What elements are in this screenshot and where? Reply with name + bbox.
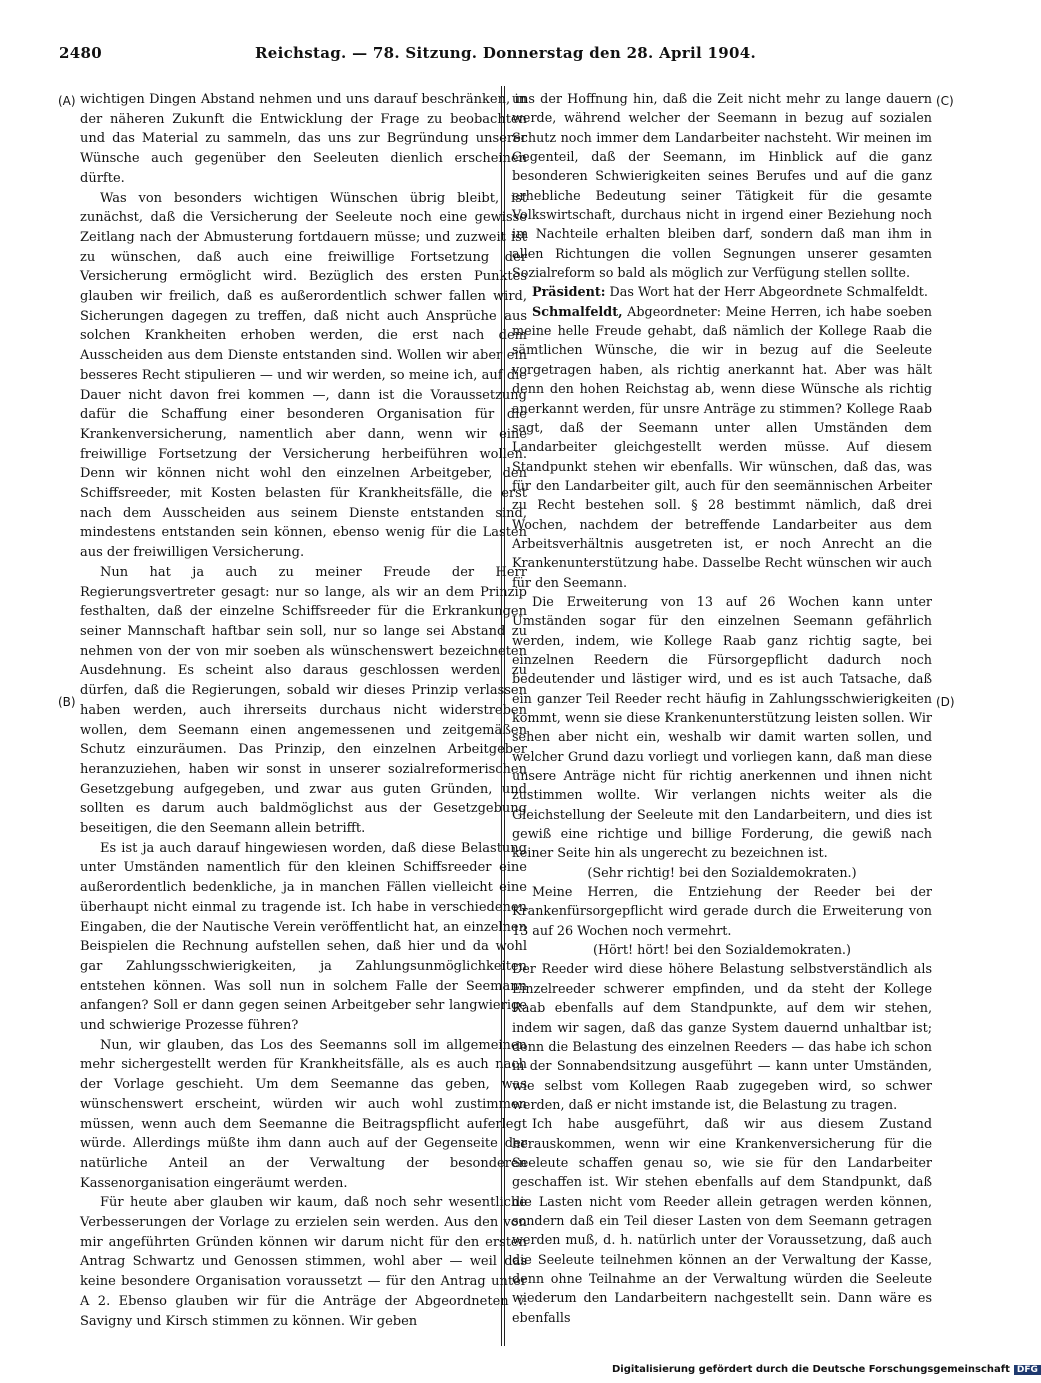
paragraph: Was von besonders wichtigen Wünschen übrig bleibt, ist zunächst, daß die Versicherung der Seeleute noch eine gewisse Zeitlang nach der Abmusterung fortdauern müsse; und zuzweit ist zu wünschen, daß auch eine freiwillige Fortsetzung der Versicherung ermöglicht wird. Bezüglich des ersten Punktes glauben wir freilich, daß es außerordentlich schwer fallen wird, Sicherungen dagegen zu treffen, daß nicht auch Ansprüche aus solchen Krankheiten erhoben werden, die erst nach dem Ausscheiden aus dem Dienste entstanden sind. Wollen wir aber ein besseres Recht stipulieren — und wir werden, so meine ich, auf die Dauer nicht davon frei kommen —, dann ist die Voraussetzung dafür die Schaffung einer besonderen Organisation für die Krankenversicherung, namentlich aber dann, wenn wir eine freiwillige Fortsetzung der Versicherung herbeiführen wollen. Denn wir können nicht wohl den einzelnen Arbeitgeber, den Schiffsreeder, mit Kosten belasten für Krankheitsfälle, die erst nach dem Ausscheiden aus seinem Dienste entstanden sind, mindestens entstanden sein können, ebenso wenig für die Lasten aus der freiwilligen Versicherung.: [80, 190, 527, 561]
paragraph: Der Reeder wird diese höhere Belastung selbstverständlich als Einzelreeder schwerer empfinden, und da steht der Kollege Raab ebenfalls auf dem Standpunkte, auf dem wir stehen, indem wir sagen, daß das ganze System dauernd unhaltbar ist; denn die Belastung des einzelnen Reeders — das habe ich schon in der Sonnabendsitzung ausgeführt — kann unter Umständen, wie selbst vom Kollegen Raab zugegeben wird, so schwer werden, daß er nicht imstande ist, die Belastung zu tragen.: [512, 962, 932, 1113]
running-title: Reichstag. — 78. Sitzung. Donnerstag den 28. April 1904.: [255, 44, 757, 62]
speaker-name: Präsident:: [532, 285, 606, 301]
paragraph: Die Erweiterung von 13 auf 26 Wochen kann unter Umständen sogar für den einzelnen Seemann gefährlich werden, indem, wie Kollege Raab ganz richtig sagte, bei einzelnen Reedern die Fürsorgepflicht dadurch noch bedeutender und lästiger wird, und es ist auch Tatsache, daß ein ganzer Teil Reeder recht häufig in Zahlungsschwierigkeiten kommt, wenn sie diese Krankenunterstützung leisten sollen. Wir sehen aber nicht ein, weshalb wir damit warten sollen, und welcher Grund dazu vorliegt und vorliegen kann, daß man diese unsere Anträge nicht für richtig anerkennen und ihnen nicht zustimmen wollte. Wir verlangen nichts weiter als die Gleichstellung der Seeleute mit den Landarbeitern, und dies ist gewiß eine richtige und billige Forderung, die gewiß nach keiner Seite hin als ungerecht zu bezeichnen ist.: [512, 594, 932, 862]
margin-marker-c: (C): [936, 94, 954, 108]
page-header: [59, 44, 757, 68]
paragraph: Ich habe ausgeführt, daß wir aus diesem Zustand herauskommen, wenn wir eine Krankenversicherung für die Seeleute schaffen genau so, wie sie für den Landarbeiter geschaffen ist. Wir stehen ebenfalls auf dem Standpunkt, daß die Lasten nicht vom Reeder allein getragen werden können, sondern daß ein Teil dieser Lasten von dem Seemann getragen werden muß, d. h. natürlich unter der Voraussetzung, daß auch die Seeleute teilnehmen können an der Verwaltung der Kasse, denn ohne Teilnahme an der Verwaltung würden die Seeleute wiederum den Landarbeitern nachgestellt sein. Dann wäre es ebenfalls: [512, 1117, 932, 1326]
paragraph: Es ist ja auch darauf hingewiesen worden, daß diese Belastung unter Umständen namentlich für den kleinen Schiffsreeder eine außerordentlich bedenkliche, ja in manchen Fällen vielleicht eine überhaupt nicht einmal zu tragende ist. Ich habe in verschiedenen Eingaben, die der Nautische Verein veröffentlicht hat, an einzelnen Beispielen die Rechnung aufstellen sehen, daß hier und da wohl gar Zahlungsschwierigkeiten, ja Zahlungsunmöglichkeiten entstehen können. Was soll nun in solchem Falle der Seemann anfangen? Soll er dann gegen seinen Arbeitgeber sehr langwierige und schwierige Prozesse führen?: [80, 840, 527, 1034]
margin-marker-d: (D): [936, 695, 955, 709]
footer-text: Digitalisierung gefördert durch die Deutsche Forschungsgemeinschaft: [612, 1364, 1010, 1375]
left-column: [80, 90, 527, 1331]
dfg-logo-icon: DFG: [1014, 1365, 1041, 1375]
page-number: 2480: [59, 44, 102, 62]
speaker-paragraph-schmalfeldt: [512, 303, 932, 593]
right-column: [512, 90, 932, 1328]
funding-footer: [612, 1364, 1041, 1375]
margin-marker-a: (A): [58, 94, 76, 108]
paragraph: uns der Hoffnung hin, daß die Zeit nicht mehr zu lange dauern werde, während welcher der Seemann in bezug auf sozialen Schutz noch immer dem Landarbeiter nachsteht. Wir meinen im Gegenteil, daß der Seemann, im Hinblick auf die ganz besonderen Schwierigkeiten seines Berufes und auf die ganz erhebliche Bedeutung seiner Tätigkeit für die gesamte Volkswirtschaft, durchaus nicht in irgend einer Beziehung noch im Nachteile erhalten bleiben darf, sondern daß man ihm in allen Richtungen die vollen Segnungen unserer gesamten Sozialreform so bald als möglich zur Verfügung stellen sollte.: [512, 92, 932, 282]
speaker-name: Schmalfeldt,: [532, 304, 623, 320]
paragraph: Für heute aber glauben wir kaum, daß noch sehr wesentliche Verbesserungen der Vorlage zu erzielen sein werden. Aus den von mir angeführten Gründen können wir darum nicht für den ersten Antrag Schwartz und Genossen stimmen, wohl aber — weil das keine besondere Organisation voraussetzt — für den Antrag unter A 2. Ebenso glauben wir für die Anträge der Abgeordneten v. Savigny und Kirsch stimmen zu können. Wir geben: [80, 1195, 527, 1329]
paragraph: Nun hat ja auch zu meiner Freude der Herr Regierungsvertreter gesagt: nur so lange, als wir an dem Prinzip festhalten, daß der einzelne Schiffsreeder für die Erkrankungen seiner Mannschaft haftbar sein soll, nur so lange sei Abstand zu nehmen von der von mir soeben als wünschenswert bezeichneten Ausdehnung. Es scheint also daraus geschlossen werden zu dürfen, daß die Regierungen, sobald wir dieses Prinzip verlassen haben werden, auch ihrerseits durchaus nicht widerstreben wollen, dem Seemann einen angemessenen und zeitgemäßen Schutz einzuräumen. Das Prinzip, den einzelnen Arbeitgeber heranzuziehen, haben wir sonst in unserer sozialreformerischen Gesetzgebung aufgegeben, und zwar aus guten Gründen, und sollten es darum auch baldmöglichst aus der Gesetzgebung beseitigen, die den Seemann allein betrifft.: [80, 564, 527, 837]
paragraph: Meine Herren, die Entziehung der Reeder bei der Krankenfürsorgepflicht wird gerade durch die Erweiterung von 13 auf 26 Wochen noch vermehrt.: [512, 885, 932, 939]
interjection: (Hört! hört! bei den Sozialdemokraten.): [593, 943, 851, 959]
paragraph: wichtigen Dingen Abstand nehmen und uns darauf beschränken, in der näheren Zukunft die Entwicklung der Frage zu beobachten und das Material zu sammeln, das uns zur Begründung unserer Wünsche auch gegenüber den Seeleuten dienlich erscheinen dürfte.: [80, 92, 527, 186]
margin-marker-b: (B): [58, 695, 76, 709]
paragraph: Nun, wir glauben, das Los des Seemanns soll im allgemeinen mehr sichergestellt werden für Krankheitsfälle, als es auch nach der Vorlage geschieht. Um dem Seemanne das geben, was wünschenswert erscheint, würden wir auch wohl zustimmen müssen, wenn auch dem Seemanne die Beitragspflicht auferlegt würde. Allerdings müßte ihm dann auch auf der Gegenseite der natürliche Anteil an der Verwaltung der besonderen Kassenorganisation eingeräumt werden.: [80, 1037, 527, 1191]
interjection: (Sehr richtig! bei den Sozialdemokraten.): [587, 865, 857, 881]
speech-text: Das Wort hat der Herr Abgeordnete Schmalfeldt.: [605, 285, 928, 301]
speaker-paragraph-president: [512, 283, 932, 302]
speech-text: Abgeordneter: Meine Herren, ich habe soeben meine helle Freude gehabt, daß nämlich der Kollege Raab die sämtlichen Wünsche, die wir in bezug auf die Seeleute vorgetragen haben, als richtig anerkannt hat. Aber was hält denn den hohen Reichstag ab, wenn diese Wünsche als richtig anerkannt werden, für unsre Anträge zu stimmen? Kollege Raab sagt, daß der Seemann unter allen Umständen dem Landarbeiter gleichgestellt werden müsse. Auf diesem Standpunkt stehen wir ebenfalls. Wir wünschen, daß das, was für den Landarbeiter gilt, auch für den seemännischen Arbeiter zu Recht bestehen soll. § 28 bestimmt nämlich, daß drei Wochen, nachdem der betreffende Landarbeiter aus dem Arbeitsverhältnis ausgetreten ist, er noch Anrecht an die Krankenunterstützung habe. Dasselbe Recht wünschen wir auch für den Seemann.: [512, 304, 932, 591]
